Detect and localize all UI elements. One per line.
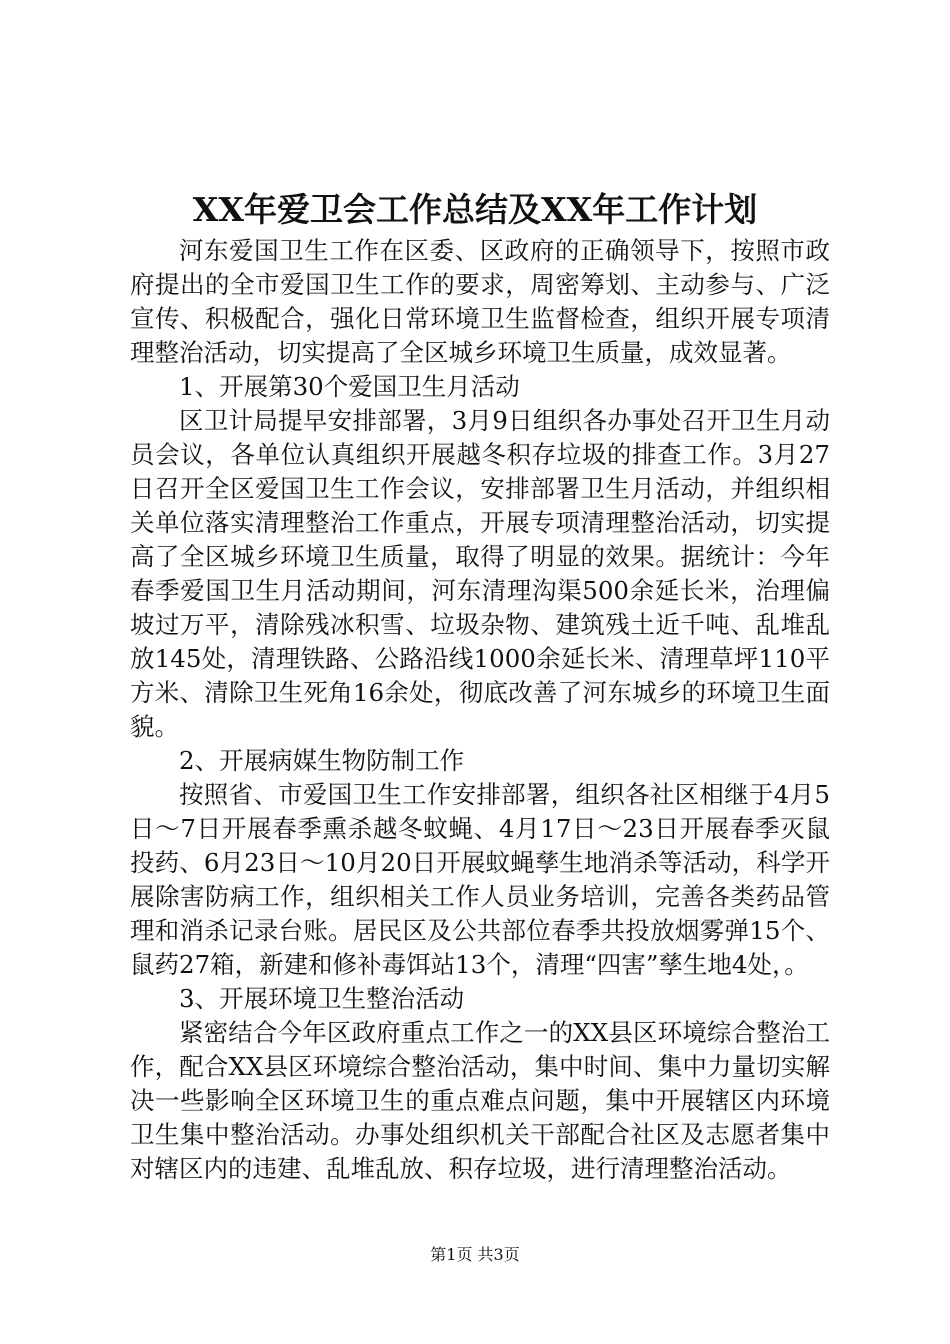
section-heading-2: 2、开展病媒生物防制工作 — [179, 746, 465, 775]
section-paragraph-3: 紧密结合今年区政府重点工作之一的XX县区环境综合整治工作，配合XX县区环境综合整治活动，集中时间、集中力量切实解决一些影响全区环境卫生的重点难点问题，集中开展辖区内环境卫生集中整治活动。办事处组织机关干部配合社区及志愿者集中对辖区内的违建、乱堆乱放、积存垃圾，进行清理整治活动。 — [130, 1018, 830, 1183]
section-paragraph-2: 按照省、市爱国卫生工作安排部署，组织各社区相继于4月5日～7日开展春季熏杀越冬蚊蝇、4月17日～23日开展春季灭鼠投药、6月23日～10月20日开展蚊蝇孳生地消杀等活动，科学开展除害防病工作，组织相关工作人员业务培训，完善各类药品管理和消杀记录台账。居民区及公共部位春季共投放烟雾弹15个、鼠药27箱，新建和修补毒饵站13个，清理“四害”孳生地4处，。 — [130, 780, 830, 979]
intro-paragraph: 河东爱国卫生工作在区委、区政府的正确领导下，按照市政府提出的全市爱国卫生工作的要求，周密筹划、主动参与、广泛宣传、积极配合，强化日常环境卫生监督检查，组织开展专项清理整治活动，切实提高了全区城乡环境卫生质量，成效显著。 — [130, 236, 830, 367]
document-body — [130, 234, 830, 1186]
document-title: XX年爱卫会工作总结及XX年工作计划 — [192, 190, 758, 229]
section-heading-1: 1、开展第30个爱国卫生月活动 — [179, 372, 520, 401]
section-heading-3: 3、开展环境卫生整治活动 — [179, 984, 465, 1013]
page-number-footer: 第1页 共3页 — [430, 1245, 520, 1264]
section-paragraph-1: 区卫计局提早安排部署，3月9日组织各办事处召开卫生月动员会议，各单位认真组织开展越冬积存垃圾的排查工作。3月27日召开全区爱国卫生工作会议，安排部署卫生月活动，并组织相关单位落实清理整治工作重点，开展专项清理整治活动，切实提高了全区城乡环境卫生质量，取得了明显的效果。据统计：今年春季爱国卫生月活动期间，河东清理沟渠500余延长米，治理偏坡过万平，清除残冰积雪、垃圾杂物、建筑残土近千吨、乱堆乱放145处，清理铁路、公路沿线1000余延长米、清理草坪110平方米、清除卫生死角16余处，彻底改善了河东城乡的环境卫生面貌。 — [130, 406, 830, 741]
